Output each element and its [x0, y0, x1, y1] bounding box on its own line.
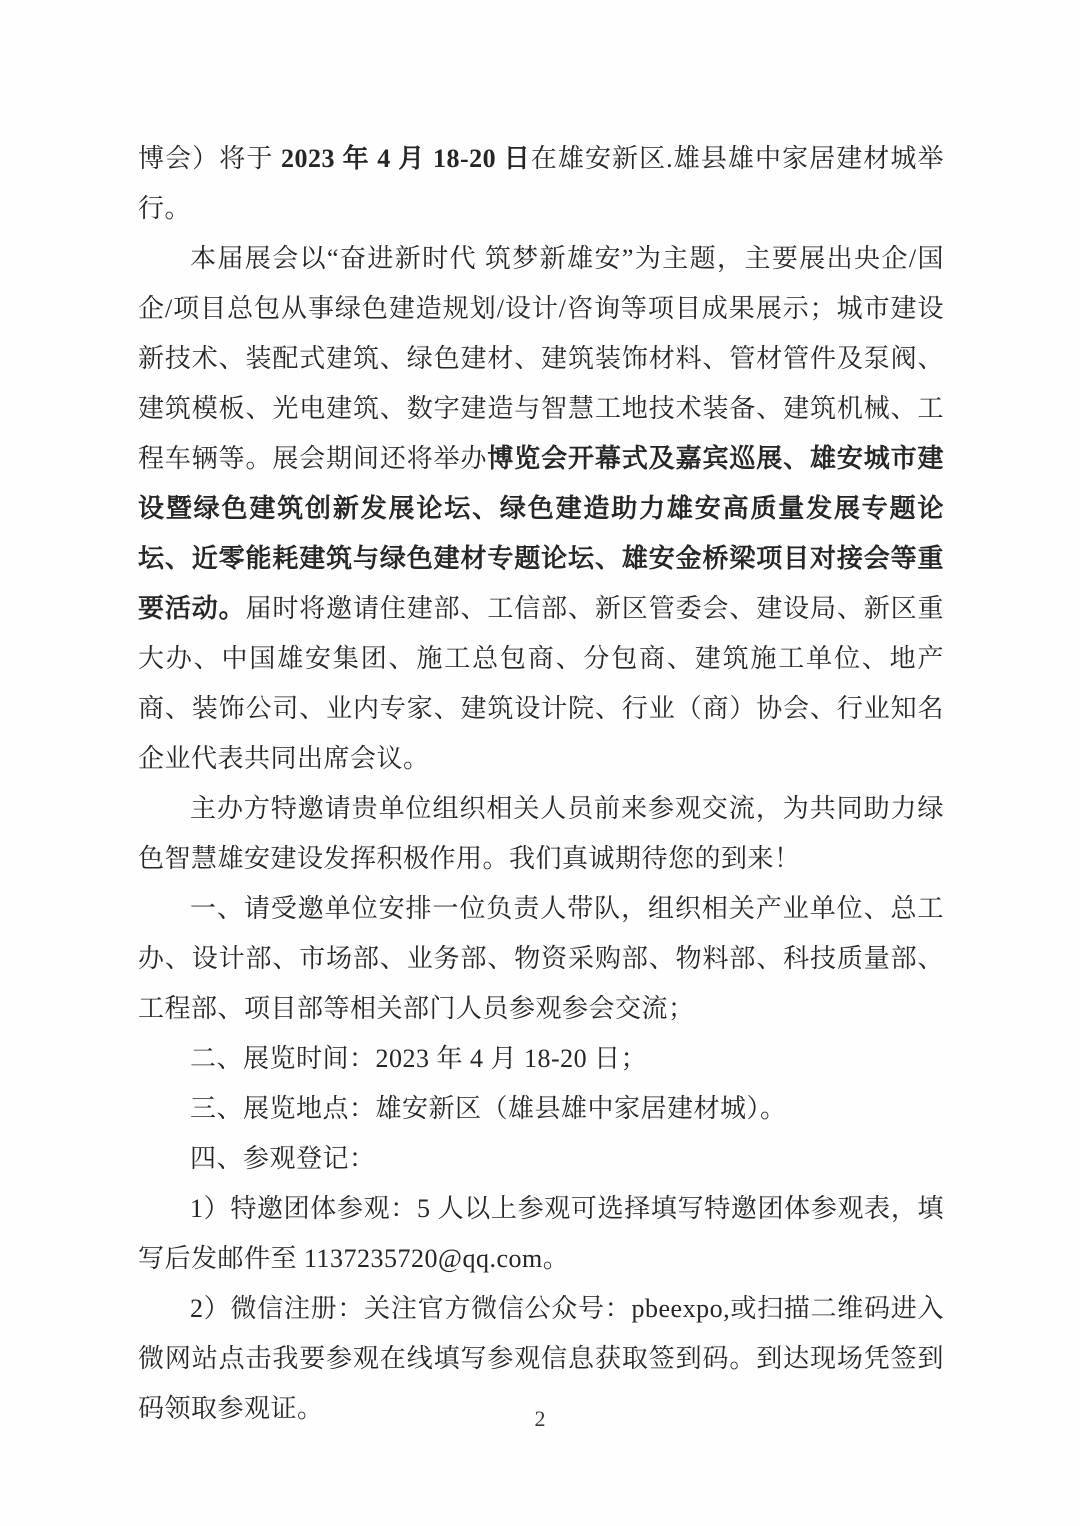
text-run: 三、展览地点：雄安新区（雄县雄中家居建材城）。 — [190, 1094, 787, 1123]
text-run: 主办方特邀请贵单位组织相关人员前来参观交流，为共同助力绿色智慧雄安建设发挥积极作用。我们真诚期待您的到来！ — [138, 794, 944, 873]
paragraph — [138, 134, 944, 234]
paragraph — [138, 884, 944, 1034]
text-run: 在雄安新区.雄县雄中家居建材城举行。 — [138, 144, 944, 223]
text-run: 四、参观登记： — [190, 1144, 376, 1173]
page-number: 2 — [534, 1406, 546, 1431]
paragraph — [138, 234, 944, 784]
paragraph — [138, 1034, 944, 1084]
paragraph — [138, 1134, 944, 1184]
bold-text-run: 2023 年 4 月 18-20 日 — [280, 144, 531, 173]
text-run: 一、请受邀单位安排一位负责人带队，组织相关产业单位、总工办、设计部、市场部、业务部、物资采购部、物料部、科技质量部、工程部、项目部等相关部门人员参观参会交流； — [138, 894, 944, 1023]
text-run: 博会）将于 — [138, 144, 281, 173]
text-run: 二、展览时间：2023 年 4 月 18-20 日； — [190, 1044, 648, 1073]
paragraph — [138, 1084, 944, 1134]
text-run: 本届展会以“奋进新时代 筑梦新雄安”为主题，主要展出央企/国企/项目总包从事绿色建造规划/设计/咨询等项目成果展示；城市建设新技术、装配式建筑、绿色建材、建筑装饰材料、管材管件及泵阀、建筑模板、光电建筑、数字建造与智慧工地技术装备、建筑机械、工程车辆等。展会期间还将举办 — [138, 244, 944, 473]
bold-text-run: 博览会开幕式及嘉宾巡展、雄安城市建设暨绿色建筑创新发展论坛、绿色建造助力雄安高质量发展专题论坛、近零能耗建筑与绿色建材专题论坛、雄安金桥梁项目对接会等重要活动。 — [138, 444, 944, 623]
document-body — [138, 134, 944, 1434]
text-run: 1）特邀团体参观：5 人以上参观可选择填写特邀团体参观表，填写后发邮件至 1137235720@qq.com。 — [138, 1194, 944, 1273]
paragraph — [138, 784, 944, 884]
paragraph — [138, 1184, 944, 1284]
text-run: 届时将邀请住建部、工信部、新区管委会、建设局、新区重大办、中国雄安集团、施工总包商、分包商、建筑施工单位、地产商、装饰公司、业内专家、建筑设计院、行业（商）协会、行业知名企业代表共同出席会议。 — [138, 594, 944, 773]
text-run: 2）微信注册：关注官方微信公众号：pbeexpo,或扫描二维码进入微网站点击我要参观在线填写参观信息获取签到码。到达现场凭签到码领取参观证。 — [138, 1294, 944, 1423]
